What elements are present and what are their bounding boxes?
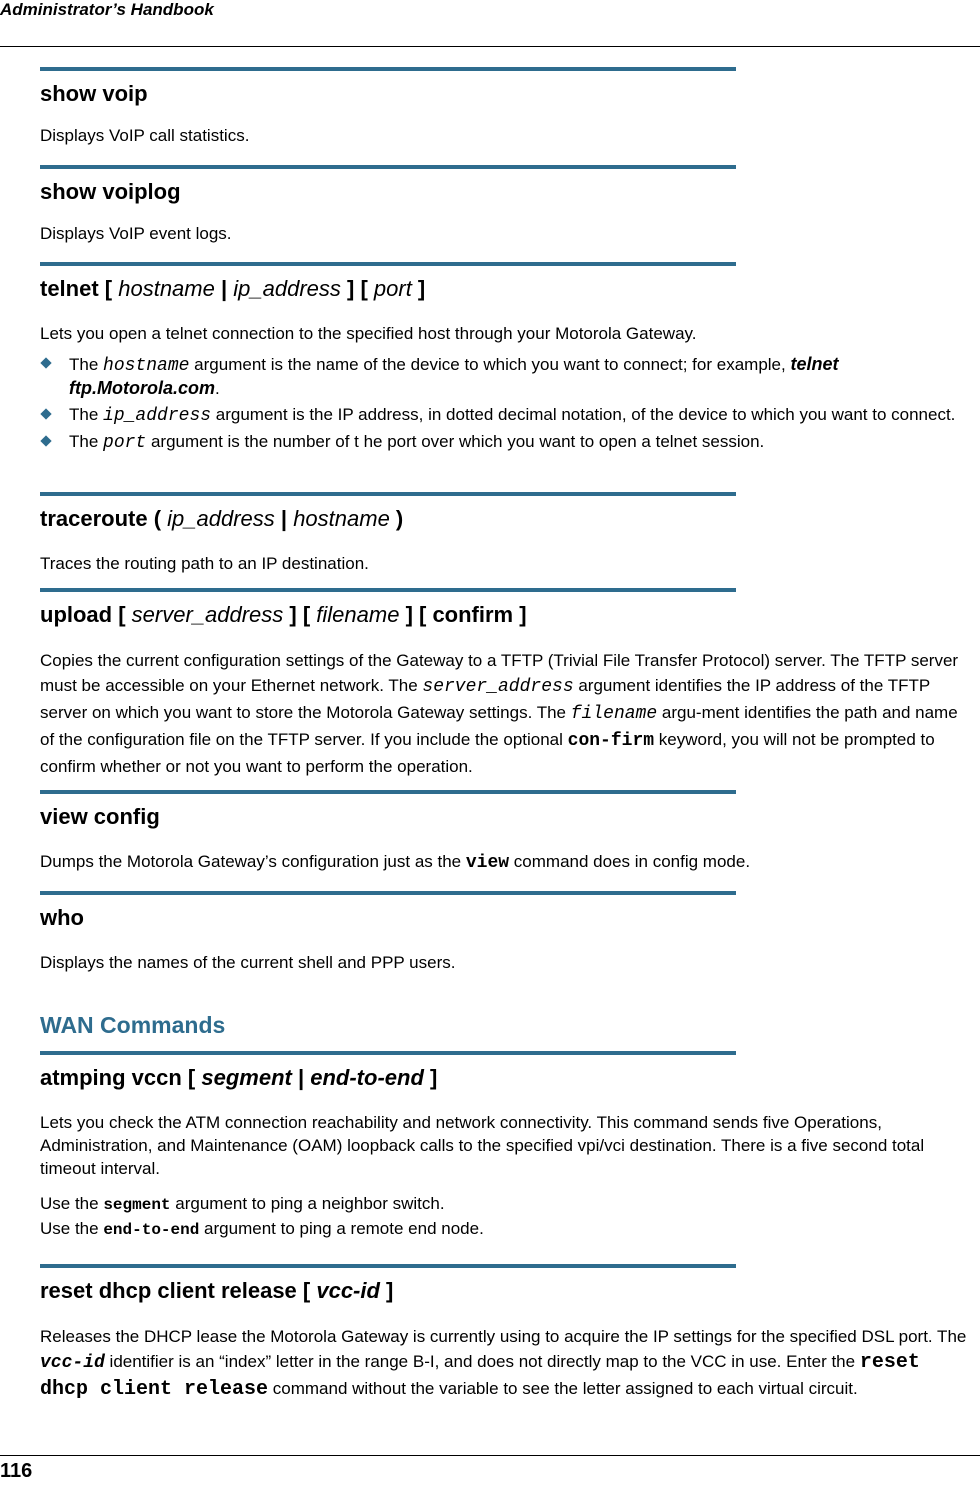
heading-arg: ip_address [233, 276, 341, 301]
command-description: Displays the names of the current shell and PPP users. [40, 953, 456, 972]
heading-keyword: atmping vccn [ [40, 1065, 202, 1090]
command-heading [40, 276, 975, 302]
heading-arg: segment [201, 1065, 292, 1090]
heading-keyword: traceroute ( [40, 506, 168, 531]
command-description: Displays VoIP event logs. [40, 224, 232, 243]
section-telnet [40, 262, 975, 458]
section-atmping [40, 1051, 975, 1242]
section-traceroute [40, 492, 975, 575]
command-description: Lets you open a telnet connection to the specified host through your Motorola Gateway. [40, 324, 697, 343]
bullet-text: . [215, 379, 220, 398]
description-text: identifier is an “index” letter in the range B-I, and does not directly map to the VCC in use. Enter the [104, 1352, 860, 1371]
heading-arg: ip_address [167, 506, 275, 531]
command-heading: show voip [40, 81, 148, 106]
heading-separator: | [274, 506, 294, 531]
header-divider [0, 46, 980, 47]
description-text: command without the variable to see the letter assigned to each virtual circuit. [268, 1379, 858, 1398]
heading-bracket: ) [389, 506, 404, 531]
command-description [40, 850, 975, 875]
description-text: argument identifies the IP address of the TFTP server on which you want to store the Motorola Gateway settings. The [40, 676, 930, 722]
heading-bracket: ] [379, 1278, 394, 1303]
description-text: argu-ment identifies the path and name of the configuration file on the TFTP server. If you include the optional [40, 703, 958, 749]
section-view-config [40, 790, 975, 875]
page-number: 116 [0, 1460, 33, 1482]
code-keyword: segment [103, 1196, 171, 1214]
description-text: command does in config mode. [509, 852, 751, 871]
command-heading [40, 1065, 975, 1091]
bullet-text: The [69, 355, 104, 374]
bullet-text: argument is the number of t he port over which you want to open a telnet session. [146, 432, 765, 451]
heading-keyword: reset dhcp client release [ [40, 1278, 317, 1303]
command-heading [40, 1278, 975, 1304]
heading-separator: ] [ [340, 276, 374, 301]
usage-line [40, 1192, 975, 1217]
command-heading: show voiplog [40, 179, 181, 204]
section-rule [40, 165, 736, 169]
heading-arg: server_address [131, 602, 284, 627]
command-heading: who [40, 905, 84, 930]
running-header: Administrator’s Handbook [0, 0, 214, 19]
heading-bracket: ] [411, 276, 426, 301]
heading-bracket: ] [423, 1065, 438, 1090]
command-heading [40, 506, 975, 532]
description-text: keyword, you will not be prompted to confirm whether or not you want to perform the operation. [40, 730, 935, 776]
list-item [40, 353, 975, 400]
heading-bracket: ] [ confirm ] [399, 602, 527, 627]
command-description: Traces the routing path to an IP destination. [40, 554, 369, 573]
code-arg: server_address [422, 677, 574, 697]
diamond-bullet-icon [40, 435, 51, 446]
list-item [40, 431, 975, 454]
command-description: Lets you check the ATM connection reachability and network connectivity. This command sends five Operations, Administration, and Maintenance (OAM) loopback calls to the specified vpi/vci destination. There is a five second total timeout interval. [40, 1113, 925, 1178]
command-description: Displays VoIP call statistics. [40, 126, 250, 145]
bullet-text: The [69, 432, 104, 451]
section-rule [40, 790, 736, 794]
bullet-text: The [69, 405, 104, 424]
heading-arg: hostname [118, 276, 215, 301]
description-text: Releases the DHCP lease the Motorola Gateway is currently using to acquire the IP settings for the specified DSL port. The [40, 1327, 967, 1346]
code-keyword: con-firm [567, 731, 655, 751]
code-keyword: end-to-end [103, 1221, 200, 1239]
heading-arg: hostname [293, 506, 390, 531]
section-rule [40, 891, 736, 895]
code-keyword: reset dhcp client release [40, 1351, 920, 1401]
description-text: Dumps the Motorola Gateway’s configuration just as the [40, 852, 466, 871]
heading-arg: filename [316, 602, 400, 627]
code-arg: vcc-id [40, 1353, 105, 1373]
heading-separator: ] [ [283, 602, 317, 627]
description-text: Use the [40, 1194, 104, 1213]
command-description [40, 648, 975, 779]
footer-divider [0, 1455, 980, 1456]
code-arg: port [103, 433, 147, 453]
list-item [40, 404, 975, 427]
heading-keyword: upload [ [40, 602, 132, 627]
section-rule [40, 67, 736, 71]
argument-list [40, 353, 975, 454]
bullet-text: argument is the name of the device to which you want to connect; for example, [189, 355, 791, 374]
code-arg: hostname [103, 356, 190, 376]
section-show-voip [40, 67, 975, 147]
usage-line [40, 1217, 975, 1242]
code-arg: ip_address [103, 406, 212, 426]
command-heading: view config [40, 804, 160, 829]
command-heading [40, 602, 975, 628]
diamond-bullet-icon [40, 357, 51, 368]
bullet-text: argument is the IP address, in dotted decimal notation, of the device to which you want to connect. [211, 405, 956, 424]
section-rule [40, 492, 736, 496]
wan-commands-heading: WAN Commands [40, 1012, 226, 1038]
heading-arg: end-to-end [310, 1065, 424, 1090]
section-upload [40, 588, 975, 779]
description-text: Use the [40, 1219, 104, 1238]
diamond-bullet-icon [40, 408, 51, 419]
description-text: argument to ping a remote end node. [199, 1219, 484, 1238]
heading-separator: | [291, 1065, 311, 1090]
section-rule [40, 1264, 736, 1268]
section-reset-dhcp [40, 1264, 975, 1402]
heading-separator: | [214, 276, 234, 301]
example-command: telnet ftp.Motorola.com [69, 354, 839, 398]
section-who [40, 891, 975, 974]
code-arg: filename [570, 704, 658, 724]
section-rule [40, 588, 736, 592]
section-rule [40, 262, 736, 266]
heading-arg: port [373, 276, 412, 301]
code-keyword: view [465, 853, 510, 873]
description-text: Copies the current configuration settings of the Gateway to a TFTP (Trivial File Transfer Protocol) server. The TFTP server must be accessible on your Ethernet network. The [40, 651, 959, 695]
heading-keyword: telnet [ [40, 276, 119, 301]
section-rule [40, 1051, 736, 1055]
heading-arg: vcc-id [316, 1278, 380, 1303]
description-text: argument to ping a neighbor switch. [170, 1194, 445, 1213]
command-description [40, 1324, 975, 1402]
section-show-voiplog [40, 165, 975, 245]
